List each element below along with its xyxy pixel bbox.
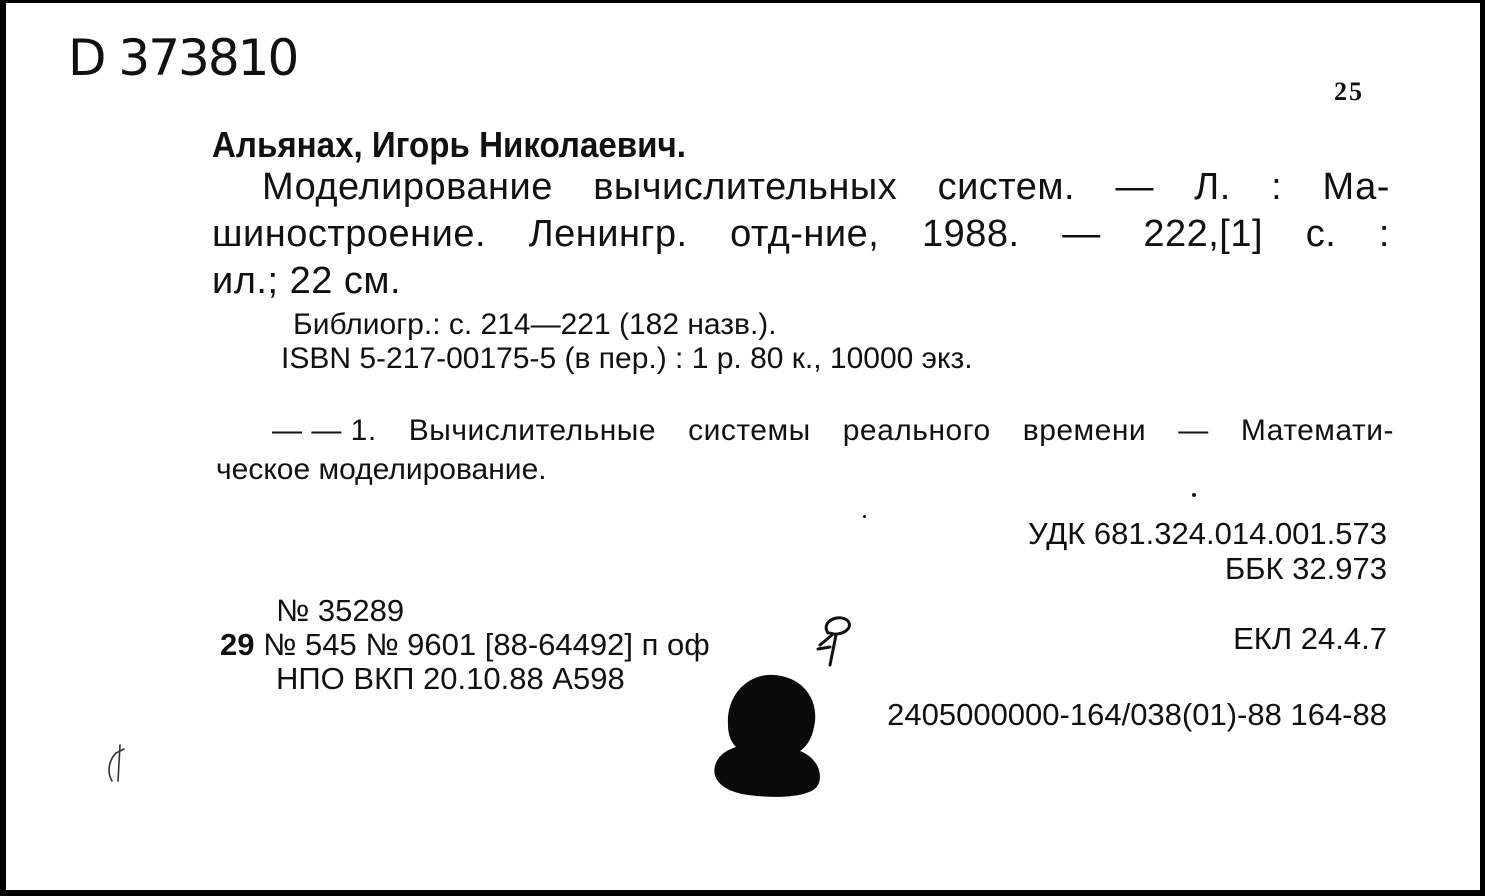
title-word: вычислительных — [593, 166, 898, 208]
title-word: Моделирование — [262, 166, 553, 208]
subject-word: системы — [688, 414, 811, 447]
title-word: 1988. — [921, 213, 1020, 255]
bibliography-note: Библиогр.: с. 214—221 (182 назв.). — [293, 308, 777, 341]
isbn-line: ISBN 5-217-00175-5 (в пер.) : 1 р. 80 к., 10000 экз. — [281, 342, 973, 375]
title-word: Л. — [1194, 166, 1231, 208]
order-line — [220, 629, 710, 660]
bbk-code: ББК 32.973 — [1224, 551, 1387, 586]
subject-heading-continuation: ческое моделирование. — [216, 453, 547, 486]
title-word: : — [1271, 166, 1283, 208]
title-word: с. — [1305, 213, 1337, 255]
corner-mark: 25 — [1334, 77, 1364, 106]
subject-word: — — 1. — [272, 414, 377, 447]
ekl-code: ЕКЛ 24.4.7 — [1233, 621, 1387, 656]
handwritten-call-number: D 373810 — [68, 29, 298, 87]
order-details: № 545 № 9601 [88-64492] п оф — [263, 627, 710, 662]
order-lead-number: 29 — [220, 627, 255, 662]
title-word: — — [1062, 213, 1101, 255]
title-word: — — [1115, 166, 1154, 208]
handwritten-signature-mark — [810, 611, 860, 667]
udk-code: УДК 681.324.014.001.573 — [1027, 516, 1387, 551]
subject-heading-line — [272, 416, 1394, 446]
title-word: Ленингр. — [528, 213, 688, 255]
ink-speck — [1192, 493, 1196, 497]
subject-word: Вычислительные — [408, 414, 657, 447]
catalog-code: 2405000000-164/038(01)-88 164-88 — [887, 697, 1387, 732]
subject-word: Математи- — [1240, 414, 1394, 447]
subject-word: — — [1178, 414, 1209, 447]
title-word: шиностроение. — [212, 213, 487, 255]
publisher-print-line: НПО ВКП 20.10.88 А598 — [276, 661, 625, 696]
registration-number: № 35289 — [276, 593, 405, 628]
title-word: систем. — [937, 166, 1076, 208]
title-word: 222,[1] — [1143, 213, 1264, 255]
title-word: отд-ние, — [730, 213, 880, 255]
author-heading: Альянах, Игорь Николаевич. — [212, 124, 686, 165]
title-line — [262, 168, 1390, 206]
title-word: Ма- — [1322, 166, 1390, 208]
title-word: : — [1378, 213, 1390, 255]
ink-blot-stamp — [708, 665, 828, 800]
catalog-card — [6, 3, 1480, 890]
subject-word: реального — [842, 414, 991, 447]
title-line — [212, 215, 1390, 253]
ink-speck — [863, 515, 866, 518]
subject-word: времени — [1022, 414, 1147, 447]
pencil-scribble-mark — [96, 741, 136, 785]
title-line: ил.; 22 см. — [212, 260, 402, 302]
